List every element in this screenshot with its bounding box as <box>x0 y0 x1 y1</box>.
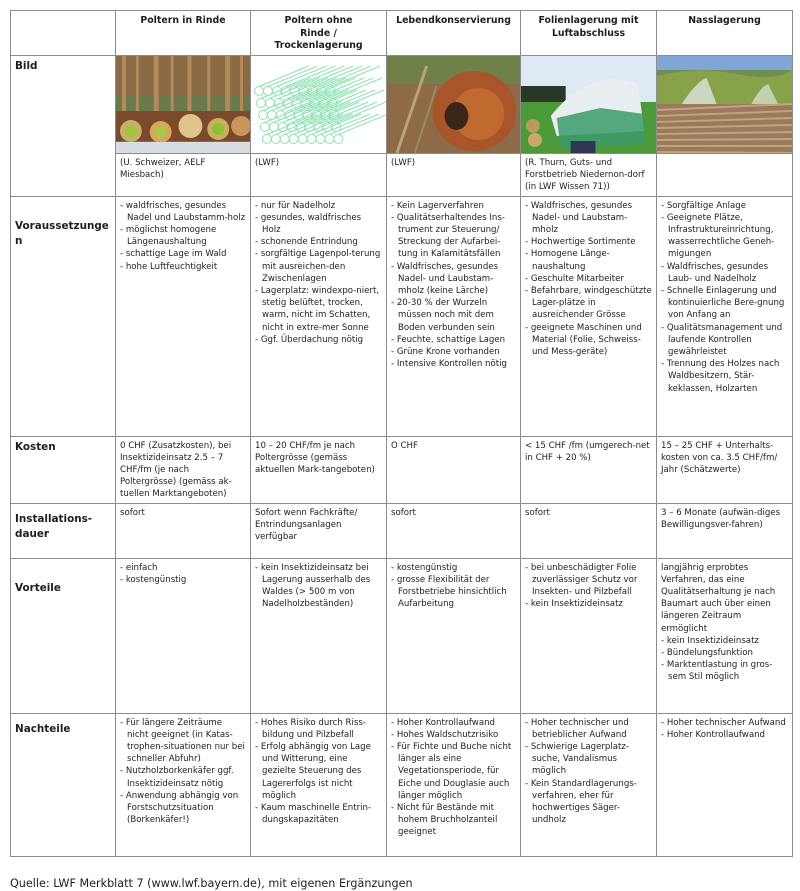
photo-sprinkled-logs-icon <box>657 56 792 153</box>
list-item: - Für längere Zeiträume nicht geeignet (in Katas-trophen-situationen nur bei schneller Abfuhr) <box>120 717 246 766</box>
list-item: - Hoher Kontrollaufwand <box>661 729 788 741</box>
image-credit-poltern-in-rinde: (U. Schweizer, AELF Miesbach) <box>116 154 251 197</box>
bullet-list <box>391 200 516 371</box>
photo-log-pile-in-bark-icon <box>116 56 250 153</box>
list-item: - Ggf. Überdachung nötig <box>255 334 382 346</box>
list-item: - sorgfältige Lagenpol-terung mit ausreichen-den Zwischenlagen <box>255 248 382 285</box>
photo-foil-covered-pile-icon <box>521 56 656 153</box>
bullet-list <box>120 200 246 273</box>
list-item: - Geeignete Plätze, Infrastruktureinrichtung, wasserrechtliche Geneh-migungen <box>661 212 788 261</box>
image-cell-folienlagerung <box>521 56 657 154</box>
list-item: - Intensive Kontrollen nötig <box>391 358 516 370</box>
row-label-bild: Bild <box>11 56 116 197</box>
list-item: - Hohes Waldschutzrisiko <box>391 729 516 741</box>
header-lebendkonservierung <box>387 11 521 56</box>
list-item: - Sorgfältige Anlage <box>661 200 788 212</box>
list-item: - bei unbeschädigter Folie zuverlässiger Schutz vor Insekten- und Pilzbefall <box>525 562 652 599</box>
list-item: - 20-30 % der Wurzeln müssen noch mit dem Boden verbunden sein <box>391 297 516 334</box>
list-item: - Kaum maschinelle Entrin-dungskapazitäten <box>255 802 382 826</box>
bullet-list <box>255 717 382 827</box>
list-item: - Für Fichte und Buche nicht länger als eine Vegetationsperiode, für Eiche und Douglasie auch länger möglich <box>391 741 516 802</box>
installationsdauer-cell: sofort <box>116 503 251 558</box>
row-label-installationsdauer: Installations-dauer <box>11 503 116 558</box>
list-item: - Trennung des Holzes nach Waldbesitzern, Stär-keklassen, Holzarten <box>661 358 788 395</box>
list-item: - Hoher technischer Aufwand <box>661 717 788 729</box>
bullet-list <box>525 562 652 611</box>
list-item: - Lagerplatz: windexpo-niert, stetig belüftet, trocken, warm, nicht im Schatten, nicht in extre-mer Sonne <box>255 285 382 334</box>
bullet-list <box>525 717 652 827</box>
bullet-list <box>120 562 246 586</box>
nachteile-cell <box>521 713 657 856</box>
installationsdauer-cell: Sofort wenn Fachkräfte/ Entrindungsanlagen verfügbar <box>251 503 387 558</box>
header-row <box>11 11 793 56</box>
image-credit-lebendkonservierung: (LWF) <box>387 154 521 197</box>
row-bild <box>11 56 793 154</box>
list-item: - Hohes Risiko durch Riss-bildung und Pilzbefall <box>255 717 382 741</box>
installationsdauer-cell: sofort <box>387 503 521 558</box>
list-item: - einfach <box>120 562 246 574</box>
list-item: - hohe Luftfeuchtigkeit <box>120 261 246 273</box>
bullet-list <box>255 562 382 611</box>
image-cell-poltern-in-rinde <box>116 56 251 154</box>
list-item: - Hochwertige Sortimente <box>525 236 652 248</box>
header-text: Poltern ohne <box>284 15 353 26</box>
list-item: - Kein Standardlagerungs-verfahren, eher für hochwertiges Säger-undholz <box>525 778 652 827</box>
row-image-credits <box>11 154 793 197</box>
list-item: - schattige Lage im Wald <box>120 248 246 260</box>
header-nasslagerung <box>657 11 793 56</box>
storage-methods-comparison-table <box>10 10 793 857</box>
nachteile-cell <box>251 713 387 856</box>
list-item: - Homogene Länge-naushaltung <box>525 248 652 272</box>
row-label-nachteile: Nachteile <box>11 713 116 856</box>
voraussetzungen-cell <box>251 196 387 436</box>
list-item: - Marktentlastung in gros-sem Stil möglich <box>661 659 788 683</box>
bullet-list <box>525 200 652 359</box>
list-item: - Nicht für Bestände mit hohem Bruchholzanteil geeignet <box>391 802 516 839</box>
list-item: - Bündelungsfunktion <box>661 647 788 659</box>
list-item: - kein Insektizideinsatz <box>525 598 652 610</box>
image-credit-poltern-ohne-rinde: (LWF) <box>251 154 387 197</box>
row-nachteile <box>11 713 793 856</box>
bullet-list <box>255 200 382 346</box>
source-footnote: Quelle: LWF Merkblatt 7 (www.lwf.bayern.de), mit eigenen Ergänzungen <box>10 876 413 890</box>
list-item: - Waldfrisches, gesundes Nadel- und Laubstam-mholz (keine Lärche) <box>391 261 516 298</box>
bullet-list <box>391 717 516 839</box>
image-cell-lebendkonservierung <box>387 56 521 154</box>
list-item: - Waldfrisches, gesundes Laub- und Nadelholz <box>661 261 788 285</box>
header-empty-cell <box>11 11 116 56</box>
row-label-voraussetzungen: Voraussetzungen <box>11 196 116 436</box>
vorteile-cell <box>521 558 657 713</box>
header-text: Lebendkonservierung <box>396 15 511 26</box>
list-item: - grosse Flexibilität der Forstbetriebe hinsichtlich Aufarbeitung <box>391 574 516 611</box>
voraussetzungen-cell <box>657 196 793 436</box>
bullet-list <box>661 717 788 741</box>
installationsdauer-cell: sofort <box>521 503 657 558</box>
kosten-cell: 10 – 20 CHF/fm je nach Poltergrösse (gemäss aktuellen Mark-tangeboten) <box>251 436 387 503</box>
vorteile-cell <box>657 558 793 713</box>
nachteile-cell <box>387 713 521 856</box>
list-item: - schonende Entrindung <box>255 236 382 248</box>
list-item: - Qualitätserhaltendes Ins-trument zur Steuerung/ Streckung der Aufarbei-tung in Kalamitätsfällen <box>391 212 516 261</box>
photo-uprooted-tree-icon <box>387 56 520 153</box>
list-item: - nur für Nadelholz <box>255 200 382 212</box>
bullet-list <box>391 562 516 611</box>
nachteile-cell <box>116 713 251 856</box>
row-vorteile <box>11 558 793 713</box>
list-item: - geeignete Maschinen und Material (Folie, Schweiss- und Mess-geräte) <box>525 322 652 359</box>
row-kosten <box>11 436 793 503</box>
header-text: Rinde / Trockenlagerung <box>274 27 363 51</box>
list-item: - Qualitätsmanagement und laufende Kontrollen gewährleistet <box>661 322 788 359</box>
image-cell-nasslagerung <box>657 56 793 154</box>
image-cell-poltern-ohne-rinde <box>251 56 387 154</box>
list-item: - Befahrbare, windgeschützte Lager-plätze in ausreichender Grösse <box>525 285 652 322</box>
row-label-kosten: Kosten <box>11 436 116 503</box>
list-item: - waldfrisches, gesundes Nadel und Laubstamm-holz <box>120 200 246 224</box>
image-credit-folienlagerung: (R. Thurn, Guts- und Forstbetrieb Niedernon-dorf (in LWF Wissen 71)) <box>521 154 657 197</box>
list-item: - Feuchte, schattige Lagen <box>391 334 516 346</box>
list-item: - Kein Lagerverfahren <box>391 200 516 212</box>
list-item: - möglichst homogene Längenaushaltung <box>120 224 246 248</box>
list-item: - Schwierige Lagerplatz-suche, Vandalismus möglich <box>525 741 652 778</box>
list-item: - Waldfrisches, gesundes Nadel- und Laubstam-mholz <box>525 200 652 237</box>
image-credit-nasslagerung <box>657 154 793 197</box>
header-poltern-ohne-rinde <box>251 11 387 56</box>
header-text: Poltern in Rinde <box>140 15 226 26</box>
row-voraussetzungen <box>11 196 793 436</box>
vorteile-cell <box>116 558 251 713</box>
list-item: - Hoher Kontrollaufwand <box>391 717 516 729</box>
intro-text: langjährig erprobtes Verfahren, das eine Qualitätserhaltung je nach Baumart auch über einen längeren Zeitraum ermöglicht <box>661 562 776 634</box>
list-item: - Anwendung abhängig von Forstschutzsituation (Borkenkäfer!) <box>120 790 246 827</box>
list-item: - Erfolg abhängig von Lage und Witterung, eine gezielte Steuerung des Lagererfolgs ist nicht möglich <box>255 741 382 802</box>
list-item: - kostengünstig <box>391 562 516 574</box>
installationsdauer-cell: 3 – 6 Monate (aufwän-diges Bewilligungsver-fahren) <box>657 503 793 558</box>
header-poltern-in-rinde <box>116 11 251 56</box>
list-item: - Schnelle Einlagerung und kontinuierliche Bere-gnung von Anfang an <box>661 285 788 322</box>
nachteile-cell <box>657 713 793 856</box>
vorteile-cell <box>387 558 521 713</box>
bullet-list <box>120 717 246 827</box>
voraussetzungen-cell <box>521 196 657 436</box>
kosten-cell: 0 CHF (Zusatzkosten), bei Insektizideinsatz 2.5 – 7 CHF/fm (je nach Poltergrösse) (gemäss ak-tuellen Marktangeboten) <box>116 436 251 503</box>
header-text: Luftabschluss <box>551 27 626 39</box>
list-item: - kein Insektizideinsatz bei Lagerung ausserhalb des Waldes (> 500 m von Nadelholzbeständen) <box>255 562 382 611</box>
kosten-cell: < 15 CHF /fm (umgerech-net in CHF + 20 %) <box>521 436 657 503</box>
vorteile-cell <box>251 558 387 713</box>
header-folienlagerung <box>521 11 657 56</box>
row-installationsdauer <box>11 503 793 558</box>
voraussetzungen-cell <box>387 196 521 436</box>
kosten-cell: 15 – 25 CHF + Unterhalts-kosten von ca. 3.5 CHF/fm/ Jahr (Schätzwerte) <box>657 436 793 503</box>
list-item: - gesundes, waldfrisches Holz <box>255 212 382 236</box>
bullet-list <box>661 635 788 684</box>
list-item: - Nutzholzborkenkäfer ggf. Insektizideinsatz nötig <box>120 765 246 789</box>
header-text: Nasslagerung <box>688 15 761 26</box>
list-item: - Geschulte Mitarbeiter <box>525 273 652 285</box>
kosten-cell: O CHF <box>387 436 521 503</box>
header-text: Folienlagerung mit <box>538 15 639 26</box>
row-label-vorteile: Vorteile <box>11 558 116 713</box>
voraussetzungen-cell <box>116 196 251 436</box>
list-item: - Grüne Krone vorhanden <box>391 346 516 358</box>
list-item: - Hoher technischer und betrieblicher Aufwand <box>525 717 652 741</box>
illustration-log-stack-icon <box>251 56 386 153</box>
list-item: - kostengünstig <box>120 574 246 586</box>
list-item: - kein Insektizideinsatz <box>661 635 788 647</box>
bullet-list <box>661 200 788 395</box>
